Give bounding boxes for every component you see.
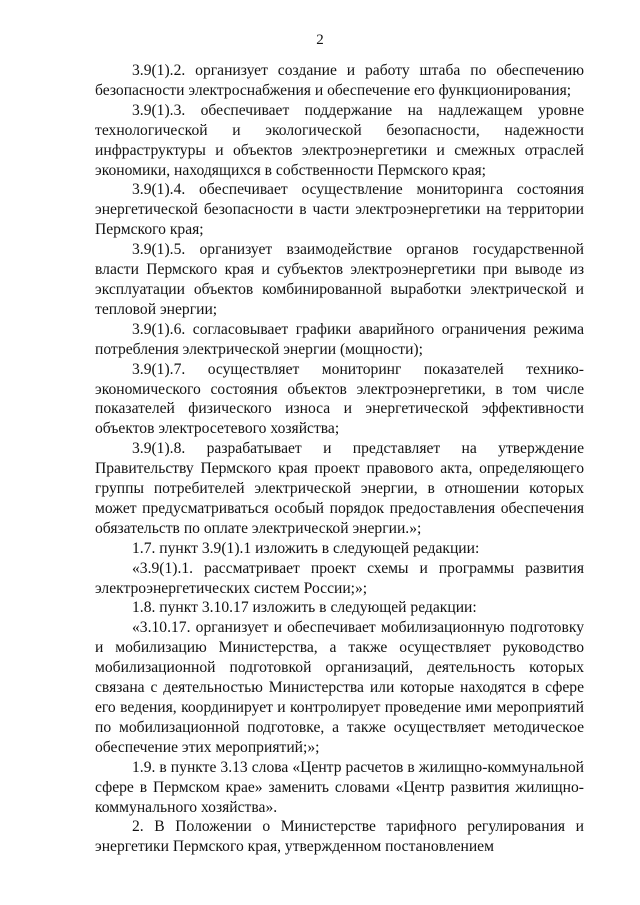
- paragraph-3-9-1-2: 3.9(1).2. организует создание и работу штаба по обеспечению безопасности электроснабжения и обеспечение его функционирования;: [95, 62, 584, 99]
- paragraph-1-9: 1.9. в пункте 3.13 слова «Центр расчетов в жилищно-коммунальной сфере в Пермском крае» заменить словами «Центр развития жилищно-коммунального хозяйства».: [95, 758, 584, 816]
- paragraph-1-7: 1.7. пункт 3.9(1).1 изложить в следующей редакции:: [132, 539, 480, 557]
- paragraph-3-10-17-new: «3.10.17. организует и обеспечивает мобилизационную подготовку и мобилизацию Министерства, а также осуществляет руководство мобилизационной подготовкой организаций, деятельность которых связана с деятельностью Министерства или которые находятся в сфере его ведения, координирует и контролирует проведение ими мероприятий по мобилизационной подготовке, а также осуществляет методическое обеспечение этих мероприятий;»;: [95, 619, 584, 756]
- paragraph-3-9-1-5: 3.9(1).5. организует взаимодействие органов государственной власти Пермского края и субъектов электроэнергетики при выводе из эксплуатации объектов комбинированной выработки электрической и тепловой энергии;: [95, 241, 584, 318]
- paragraph-2: 2. В Положении о Министерстве тарифного регулирования и энергетики Пермского края, утвержденном постановлением: [95, 818, 584, 856]
- paragraph-3-9-1-7: 3.9(1).7. осуществляет мониторинг показателей технико-экономического состояния объектов электроэнергетики, в том числе показателей физического износа и энергетической эффективности объектов электросетевого хозяйства;: [95, 360, 584, 438]
- paragraph-3-9-1-8: 3.9(1).8. разрабатывает и представляет на утверждение Правительству Пермского края проект правового акта, определяющего группы потребителей электрической энергии, в отношении которых может предусматриваться особый порядок предоставления обеспечения обязательств по оплате электрической энергии.»;: [95, 440, 584, 537]
- paragraph-3-9-1-3: 3.9(1).3. обеспечивает поддержание на надлежащем уровне технологической и экологической безопасности, надежности инфраструктуры и объектов электроэнергетики и смежных отраслей экономики, находящихся в собственности Пермского края;: [95, 101, 584, 179]
- paragraph-1-8: 1.8. пункт 3.10.17 изложить в следующей редакции:: [132, 599, 477, 617]
- page-number: 2: [316, 32, 324, 48]
- paragraph-3-9-1-6: 3.9(1).6. согласовывает графики аварийного ограничения режима потребления электрической энергии (мощности);: [95, 320, 584, 358]
- paragraph-3-9-1-1-new: «3.9(1).1. рассматривает проект схемы и программы развития электроэнергетических систем России;»;: [95, 559, 584, 597]
- document-body: [95, 61, 584, 857]
- paragraph-3-9-1-4: 3.9(1).4. обеспечивает осуществление мониторинга состояния энергетической безопасности в части электроэнергетики на территории Пермского края;: [95, 181, 584, 239]
